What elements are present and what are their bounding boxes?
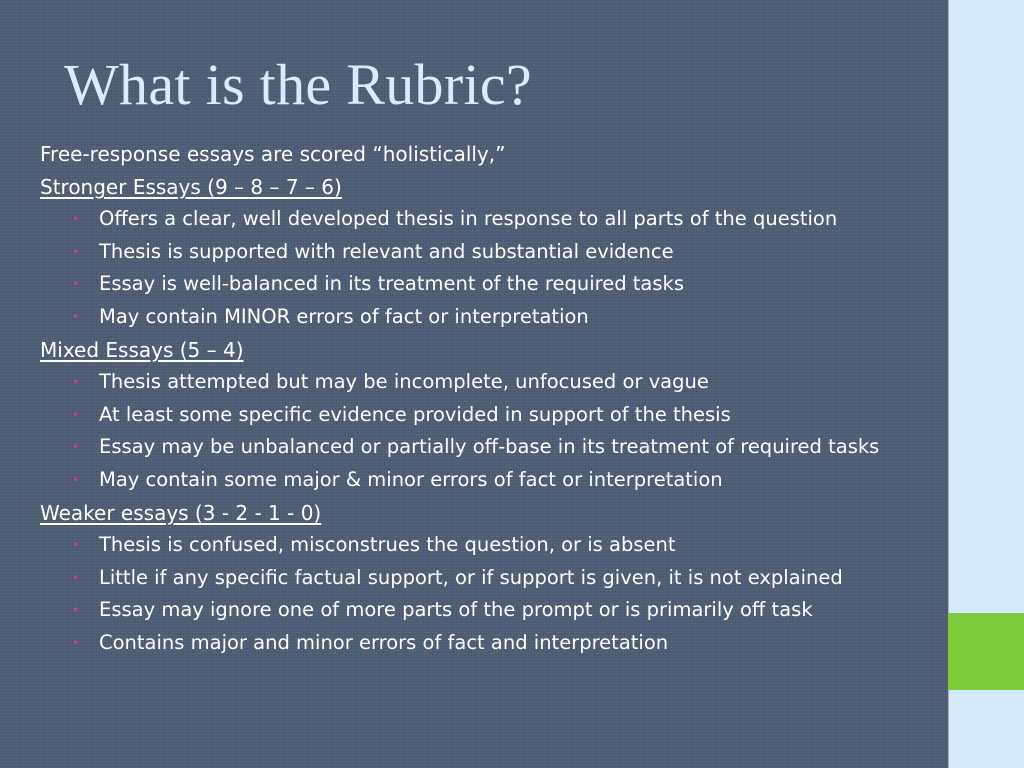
bullet-text: May contain some major & minor errors of fact or interpretation [99,467,723,491]
slide-title: What is the Rubric? [64,52,532,117]
bullet-item [40,468,932,492]
bullet-item [40,435,932,459]
bullet-item [40,370,932,394]
bullet-item [40,207,932,231]
section-mixed-essays [40,337,932,492]
bullet-item [40,598,932,622]
intro-text: Free-response essays are scored “holistically,” [40,142,506,166]
bullet-list [40,207,932,329]
slide-content [40,141,932,663]
bullet-icon: • [72,277,80,291]
section-heading: Mixed Essays (5 – 4) [40,338,244,362]
bullet-icon: • [72,538,80,552]
section-heading: Stronger Essays (9 – 8 – 7 – 6) [40,175,342,199]
bullet-icon: • [72,309,80,324]
bullet-item [40,631,932,655]
bullet-text: Thesis is supported with relevant and substantial evidence [99,239,674,263]
bullet-item [40,272,932,296]
bullet-text: Contains major and minor errors of fact and interpretation [99,630,669,654]
bullet-icon: • [72,472,80,487]
bullet-item [40,403,932,427]
bullet-item [40,240,932,264]
bullet-icon: • [72,603,80,617]
bullet-item [40,305,932,329]
bullet-text: At least some specific evidence provided in support of the thesis [99,402,731,426]
bullet-text: Essay may ignore one of more parts of the prompt or is primarily off task [99,598,813,621]
bullet-text: Little if any specific factual support, or if support is given, it is not explained [99,565,843,589]
bullet-list [40,370,932,492]
bullet-icon: • [72,570,80,585]
bullet-icon: • [72,212,80,226]
bullet-icon: • [72,635,80,650]
bullet-text: Essay is well-balanced in its treatment of the required tasks [99,272,684,295]
side-accent-block [948,613,1024,690]
bullet-icon: • [72,407,80,422]
bullet-item [40,533,932,557]
section-stronger-essays [40,174,932,329]
bullet-icon: • [72,244,80,259]
bullet-list [40,533,932,655]
bullet-text: Offers a clear, well developed thesis in response to all parts of the question [99,207,838,230]
bullet-text: Essay may be unbalanced or partially off-base in its treatment of required tasks [99,435,880,458]
section-weaker-essays [40,500,932,655]
bullet-icon: • [72,440,80,454]
bullet-text: Thesis is confused, misconstrues the question, or is absent [99,533,676,556]
section-heading: Weaker essays (3 - 2 - 1 - 0) [40,501,322,525]
bullet-text: Thesis attempted but may be incomplete, unfocused or vague [99,370,709,393]
bullet-text: May contain MINOR errors of fact or interpretation [99,304,589,328]
bullet-item [40,566,932,590]
bullet-icon: • [72,375,80,389]
